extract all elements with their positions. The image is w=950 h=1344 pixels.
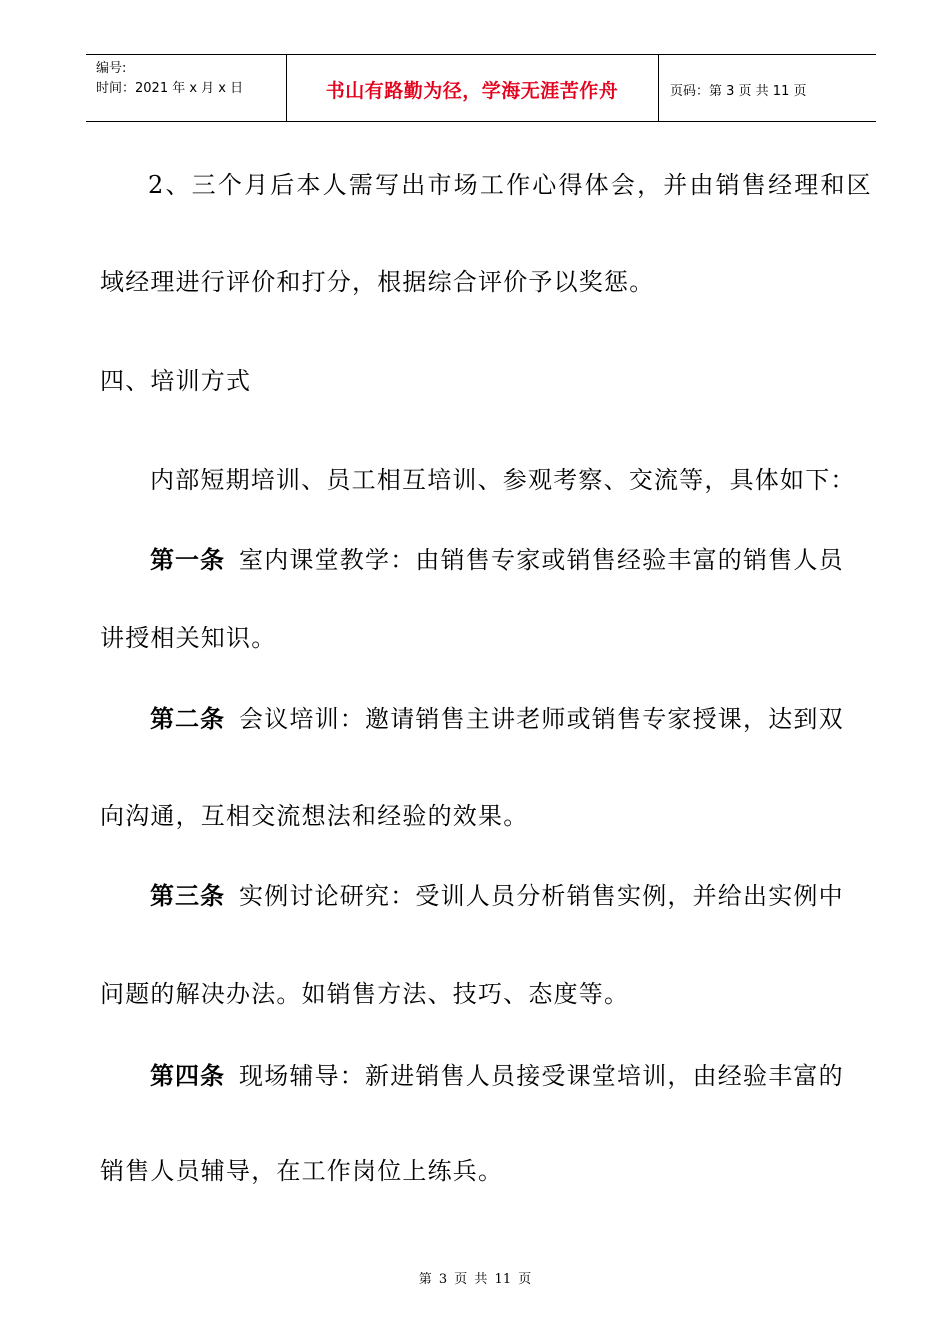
article-4-line-1 — [150, 1061, 844, 1091]
article-1-line-1 — [150, 545, 844, 575]
header-divider-right — [658, 55, 659, 122]
article-3-line-2: 问题的解决办法。如销售方法、技巧、态度等。 — [100, 980, 630, 1008]
article-2-text: 会议培训：邀请销售主讲老师或销售专家授课，达到双 — [239, 705, 844, 733]
header-meta — [96, 59, 243, 99]
article-1-line-2: 讲授相关知识。 — [100, 624, 277, 652]
article-2-line-1 — [150, 704, 844, 734]
document-number-label: 编号: — [96, 61, 127, 76]
article-2-line-2: 向沟通，互相交流想法和经验的效果。 — [100, 802, 529, 830]
paragraph-2-line-2: 域经理进行评价和打分，根据综合评价予以奖惩。 — [100, 268, 655, 296]
article-3-label: 第三条 — [150, 882, 225, 910]
article-4-label: 第四条 — [150, 1062, 225, 1090]
article-4-line-2: 销售人员辅导，在工作岗位上练兵。 — [100, 1157, 504, 1185]
document-time: 时间：2021 年 x 月 x 日 — [96, 81, 244, 96]
article-3-line-1 — [150, 881, 844, 911]
header-page-info: 页码：第 3 页 共 11 页 — [670, 84, 807, 99]
paragraph-2-line-1: 2、三个月后本人需写出市场工作心得体会，并由销售经理和区 — [148, 171, 873, 199]
article-2-label: 第二条 — [150, 705, 225, 733]
article-4-text: 现场辅导：新进销售人员接受课堂培训，由经验丰富的 — [239, 1062, 844, 1090]
training-methods-intro: 内部短期培训、员工相互培训、参观考察、交流等，具体如下： — [150, 466, 856, 494]
page-footer: 第 3 页 共 11 页 — [418, 1272, 532, 1287]
article-3-text: 实例讨论研究：受训人员分析销售实例，并给出实例中 — [239, 882, 844, 910]
page-header — [86, 54, 876, 122]
header-motto: 书山有路勤为径，学海无涯苦作舟 — [325, 80, 619, 102]
article-1-label: 第一条 — [150, 546, 225, 574]
section-4-heading: 四、培训方式 — [100, 367, 252, 395]
article-1-text: 室内课堂教学：由销售专家或销售经验丰富的销售人员 — [239, 546, 844, 574]
